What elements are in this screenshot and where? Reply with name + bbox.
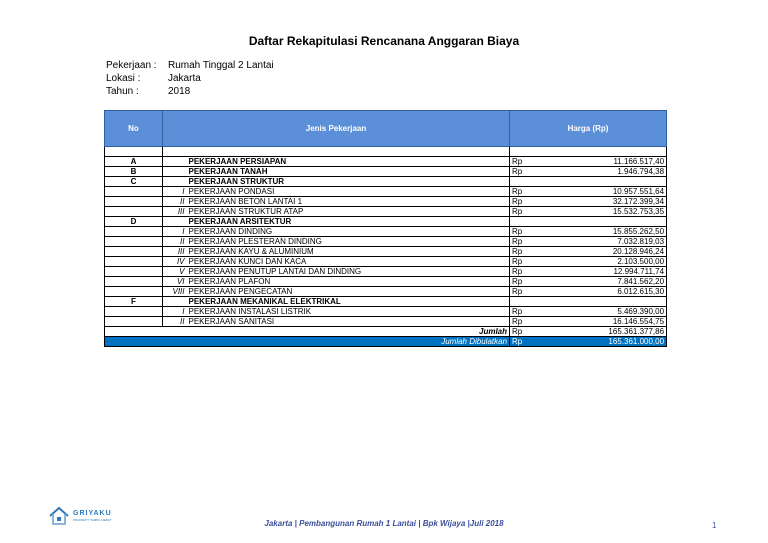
project-info	[106, 59, 274, 98]
row-currency	[510, 217, 530, 227]
meta-label: Lokasi :	[106, 73, 141, 84]
header-jenis-pekerjaan: Jenis Pekerjaan	[163, 111, 510, 147]
row-currency: Rp	[510, 227, 530, 237]
row-roman-numeral: I	[163, 307, 187, 317]
row-number	[105, 257, 163, 267]
table-row	[105, 217, 667, 227]
row-roman-numeral: IV	[163, 257, 187, 267]
row-number	[105, 267, 163, 277]
row-number	[105, 277, 163, 287]
meta-value: Jakarta	[168, 73, 201, 84]
row-currency: Rp	[510, 207, 530, 217]
row-currency: Rp	[510, 317, 530, 327]
row-currency	[510, 297, 530, 307]
row-roman-numeral: I	[163, 187, 187, 197]
footer-text: Jakarta | Pembangunan Rumah 1 Lantai | Bpk Wijaya |Juli 2018	[264, 519, 504, 528]
row-number: A	[105, 157, 163, 167]
row-price: 7.032.819,03	[530, 237, 667, 247]
row-price	[530, 177, 667, 187]
row-number: B	[105, 167, 163, 177]
rounded-total-label: Jumlah Dibulatkan	[105, 337, 510, 347]
row-work-name: PEKERJAAN KUNCI DAN KACA	[187, 257, 510, 267]
row-price: 32.172.399,34	[530, 197, 667, 207]
row-roman-numeral	[163, 217, 187, 227]
row-roman-numeral: I	[163, 227, 187, 237]
row-roman-numeral: II	[163, 197, 187, 207]
row-currency: Rp	[510, 157, 530, 167]
table-row	[105, 237, 667, 247]
row-work-name: PEKERJAAN BETON LANTAI 1	[187, 197, 510, 207]
table-row	[105, 157, 667, 167]
row-work-name: PEKERJAAN DINDING	[187, 227, 510, 237]
table-row	[105, 317, 667, 327]
table-header-row	[105, 111, 667, 147]
document-title: Daftar Rekapitulasi Rencanana Anggaran Biaya	[248, 34, 520, 48]
row-number	[105, 307, 163, 317]
row-roman-numeral: III	[163, 207, 187, 217]
total-label: Jumlah	[105, 327, 510, 337]
total-currency: Rp	[510, 327, 530, 337]
row-currency: Rp	[510, 267, 530, 277]
row-roman-numeral: VIII	[163, 287, 187, 297]
row-currency: Rp	[510, 307, 530, 317]
row-work-name: PEKERJAAN STRUKTUR ATAP	[187, 207, 510, 217]
table-row	[105, 277, 667, 287]
row-currency: Rp	[510, 277, 530, 287]
header-harga: Harga (Rp)	[510, 111, 667, 147]
row-roman-numeral	[163, 297, 187, 307]
row-currency: Rp	[510, 187, 530, 197]
rounded-total-row	[105, 337, 667, 347]
meta-label: Pekerjaan :	[106, 60, 157, 71]
brand-tagline: PROPERTY TAMPIL HEBAT	[73, 518, 112, 522]
row-price: 7.841.562,20	[530, 277, 667, 287]
row-number	[105, 317, 163, 327]
row-currency: Rp	[510, 197, 530, 207]
row-roman-numeral: II	[163, 237, 187, 247]
meta-row-pekerjaan	[106, 59, 274, 72]
row-number: C	[105, 177, 163, 187]
table-row	[105, 227, 667, 237]
table-row	[105, 167, 667, 177]
row-work-name: PEKERJAAN SANITASI	[187, 317, 510, 327]
row-number	[105, 247, 163, 257]
meta-value: Rumah Tinggal 2 Lantai	[168, 60, 274, 71]
row-price	[530, 217, 667, 227]
total-row	[105, 327, 667, 337]
total-value: 165.361.377,86	[530, 327, 667, 337]
row-roman-numeral	[163, 167, 187, 177]
header-no: No	[105, 111, 163, 147]
rab-recap-table	[104, 110, 667, 347]
meta-value: 2018	[168, 86, 191, 97]
table-row	[105, 197, 667, 207]
row-price: 12.994.711,74	[530, 267, 667, 277]
row-price	[530, 297, 667, 307]
row-price: 2.103.500,00	[530, 257, 667, 267]
row-work-name: PEKERJAAN MEKANIKAL ELEKTRIKAL	[187, 297, 510, 307]
row-price: 20.128.946,24	[530, 247, 667, 257]
row-price: 15.532.753,35	[530, 207, 667, 217]
row-roman-numeral	[163, 157, 187, 167]
row-number	[105, 287, 163, 297]
row-work-name: PEKERJAAN ARSITEKTUR	[187, 217, 510, 227]
row-currency: Rp	[510, 287, 530, 297]
table-row	[105, 307, 667, 317]
row-price: 1.946.794,38	[530, 167, 667, 177]
row-roman-numeral: V	[163, 267, 187, 277]
row-number	[105, 207, 163, 217]
row-number	[105, 227, 163, 237]
row-price: 10.957.551,64	[530, 187, 667, 197]
table-row	[105, 297, 667, 307]
table-row	[105, 267, 667, 277]
brand-name: GRIYAKU	[73, 510, 112, 517]
meta-label: Tahun :	[106, 86, 139, 97]
row-work-name: PEKERJAAN INSTALASI LISTRIK	[187, 307, 510, 317]
row-price: 5.469.390,00	[530, 307, 667, 317]
table-row	[105, 247, 667, 257]
row-roman-numeral: II	[163, 317, 187, 327]
spacer-row	[105, 147, 667, 157]
row-number	[105, 187, 163, 197]
page-number: 1	[712, 521, 717, 530]
row-currency: Rp	[510, 167, 530, 177]
row-currency: Rp	[510, 257, 530, 267]
table-row	[105, 177, 667, 187]
table-row	[105, 287, 667, 297]
rounded-total-currency: Rp	[510, 337, 530, 347]
row-work-name: PEKERJAAN PLAFON	[187, 277, 510, 287]
row-roman-numeral	[163, 177, 187, 187]
row-work-name: PEKERJAAN KAYU & ALUMINIUM	[187, 247, 510, 257]
row-currency	[510, 177, 530, 187]
row-number: D	[105, 217, 163, 227]
row-work-name: PEKERJAAN PERSIAPAN	[187, 157, 510, 167]
row-work-name: PEKERJAAN PONDASI	[187, 187, 510, 197]
row-price: 16.146.554,75	[530, 317, 667, 327]
rounded-total-value: 165.361.000,00	[530, 337, 667, 347]
row-work-name: PEKERJAAN TANAH	[187, 167, 510, 177]
table-row	[105, 257, 667, 267]
meta-row-tahun	[106, 85, 274, 98]
row-number: F	[105, 297, 163, 307]
row-work-name: PEKERJAAN PENGECATAN	[187, 287, 510, 297]
row-price: 11.166.517,40	[530, 157, 667, 167]
row-number	[105, 197, 163, 207]
table-row	[105, 187, 667, 197]
meta-row-lokasi	[106, 72, 274, 85]
table-row	[105, 207, 667, 217]
row-roman-numeral: III	[163, 247, 187, 257]
row-price: 15.855.262,50	[530, 227, 667, 237]
row-roman-numeral: VI	[163, 277, 187, 287]
row-currency: Rp	[510, 247, 530, 257]
row-work-name: PEKERJAAN STRUKTUR	[187, 177, 510, 187]
row-work-name: PEKERJAAN PLESTERAN DINDING	[187, 237, 510, 247]
row-number	[105, 237, 163, 247]
row-currency: Rp	[510, 237, 530, 247]
row-work-name: PEKERJAAN PENUTUP LANTAI DAN DINDING	[187, 267, 510, 277]
row-price: 6.012.615,30	[530, 287, 667, 297]
